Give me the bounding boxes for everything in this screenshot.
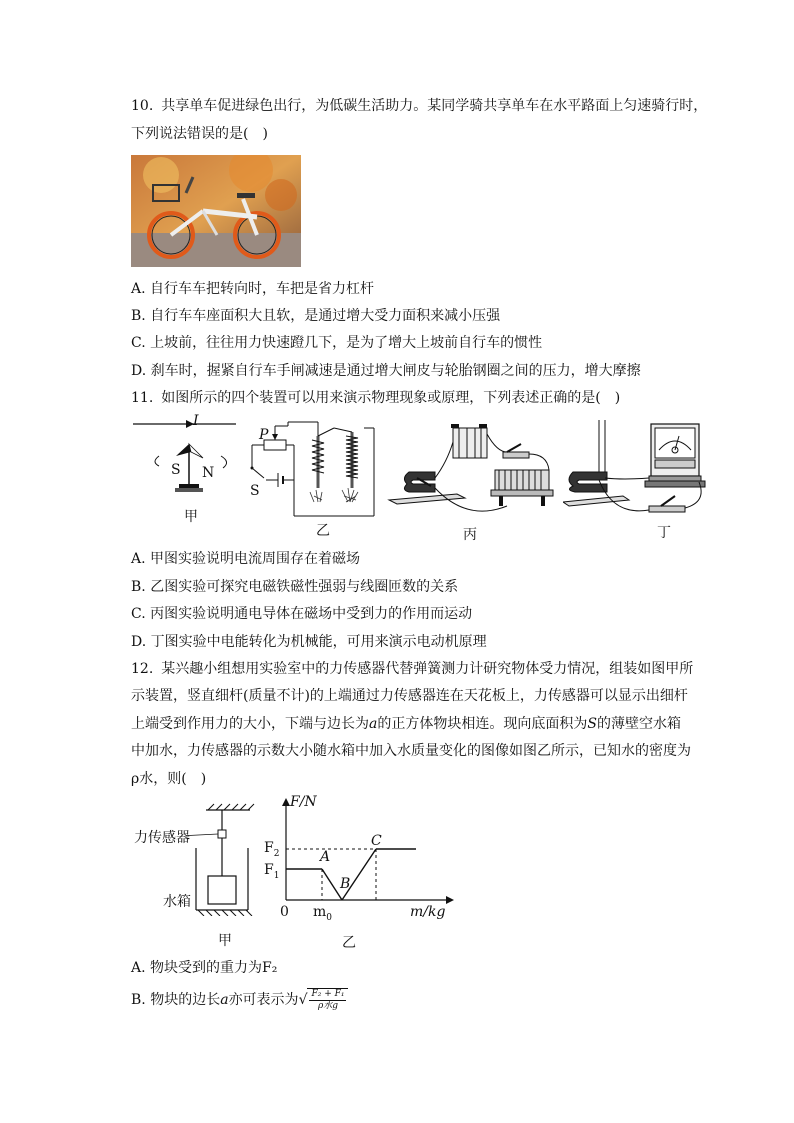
q12-stem-line2: 示装置，竖直细杆(质量不计)的上端通过力传感器连在天花板上，力传感器可以显示出细杆 — [131, 688, 688, 704]
fraction-denominator: ρ水g — [317, 1001, 338, 1011]
q10-number: 10. — [131, 98, 154, 114]
q10-stem-text1: 共享单车促进绿色出行，为低碳生活助力。某同学骑共享单车在水平路面上匀速骑行时， — [161, 98, 708, 114]
figure-q12-yi-label: 乙 — [342, 935, 356, 951]
figure-jia-compass — [131, 414, 241, 514]
var-s: S — [587, 716, 597, 732]
y-axis-text: F/N — [290, 794, 317, 810]
q10-stem-line2: 下列说法错误的是( ) — [131, 126, 268, 142]
figure-jia-label: 甲 — [184, 509, 198, 525]
figure-ding-generator — [563, 420, 708, 522]
q10-option-c[interactable]: C. 上坡前，往往用力快速蹬几下，是为了增大上坡前自行车的惯性 — [131, 335, 543, 351]
q11-option-d[interactable]: D. 丁图实验中电能转化为机械能，可用来演示电动机原理 — [131, 634, 487, 650]
q11-option-b[interactable]: B. 乙图实验可探究电磁铁磁性强弱与线圈匝数的关系 — [131, 579, 459, 595]
q11-number: 11. — [131, 390, 154, 406]
figure-q12-yi-graph — [266, 796, 456, 916]
q12-option-b[interactable]: B. 物块的边长a亦可表示为√ $\frac{\text{F₂ + F₁}}{\text{ρ水g}}$ — [131, 988, 348, 1012]
var-a: a — [369, 716, 378, 732]
f1-sub: 1 — [273, 870, 280, 881]
q12-stem-text1: 某兴趣小组想用实验室中的力传感器代替弹簧测力计研究物体受力情况，组装如图甲所 — [161, 661, 694, 677]
point-a-label: A — [320, 849, 331, 865]
figure-yi-label: 乙 — [316, 523, 330, 539]
q12-stem-text3a: 上端受到作用力的大小，下端与边长为 — [131, 716, 369, 732]
fraction-numerator: F₂ + F₁ — [311, 989, 345, 999]
m0-text: m — [313, 904, 327, 920]
q12-stem-line5: ρ水，则( ) — [131, 771, 207, 787]
tank-label: 水箱 — [163, 894, 191, 910]
q11-option-a[interactable]: A. 甲图实验说明电流周围存在着磁场 — [131, 551, 361, 567]
f2-label — [264, 840, 279, 859]
q10-option-b[interactable]: B. 自行车车座面积大且软，是通过增大受力面积来减小压强 — [131, 308, 501, 324]
m0-sub: 0 — [326, 912, 333, 923]
q12-option-b-prefix: B. 物块的边长 — [131, 992, 221, 1008]
current-label: I — [193, 413, 199, 429]
f2-sub: 2 — [273, 848, 280, 859]
point-c-label: C — [371, 833, 382, 849]
q11-option-c[interactable]: C. 丙图实验说明通电导体在磁场中受到力的作用而运动 — [131, 606, 473, 622]
compass-south-label: S — [171, 462, 181, 478]
slider-p-label: P — [259, 427, 269, 443]
y-axis-label — [290, 794, 317, 810]
f2-text: F — [264, 840, 274, 856]
figure-q12-jia-apparatus — [186, 796, 266, 916]
q12-number: 12. — [131, 661, 154, 677]
figure-bing-label: 丙 — [463, 527, 477, 543]
q10-stem-line1 — [131, 96, 707, 116]
x-axis-label: m/kg — [410, 904, 446, 920]
q12-stem-line1 — [131, 659, 693, 679]
q12-stem-line4: 中加水，力传感器的示数大小随水箱中加入水质量变化的图像如图乙所示，已知水的密度为 — [131, 743, 691, 759]
sensor-label: 力传感器 — [134, 830, 190, 846]
compass-north-label: N — [202, 465, 215, 481]
q12-option-b-mid: 亦可表示为 — [228, 992, 299, 1008]
q12-stem-text3c: 的薄壁空水箱 — [596, 716, 681, 732]
var-a-option: a — [220, 992, 229, 1008]
sqrt-expression — [307, 988, 348, 1012]
f1-label — [264, 862, 279, 881]
q10-option-d[interactable]: D. 刹车时，握紧自行车手闸减速是通过增大闸皮与轮胎钢圈之间的压力，增大摩擦 — [131, 363, 641, 379]
figure-ding-label: 丁 — [657, 525, 671, 541]
origin-label: 0 — [280, 904, 289, 920]
q12-stem-text3b: 的正方体物块相连。现向底面积为 — [377, 716, 588, 732]
m0-label — [313, 904, 332, 923]
bike-photo — [131, 155, 301, 267]
q11-stem-text: 如图所示的四个装置可以用来演示物理现象或原理，下列表述正确的是( ) — [161, 390, 621, 406]
q10-option-a[interactable]: A. 自行车车把转向时，车把是省力杠杆 — [131, 281, 375, 297]
q11-stem — [131, 388, 620, 408]
q12-option-a[interactable]: A. 物块受到的重力为F₂ — [131, 960, 278, 976]
point-b-label: B — [340, 876, 351, 892]
figure-bing-motor — [387, 422, 562, 522]
switch-s-label: S — [250, 483, 260, 499]
f1-text: F — [264, 862, 274, 878]
fraction — [309, 989, 346, 1012]
q12-stem-line3 — [131, 714, 681, 734]
figure-q12-jia-label: 甲 — [218, 933, 232, 949]
